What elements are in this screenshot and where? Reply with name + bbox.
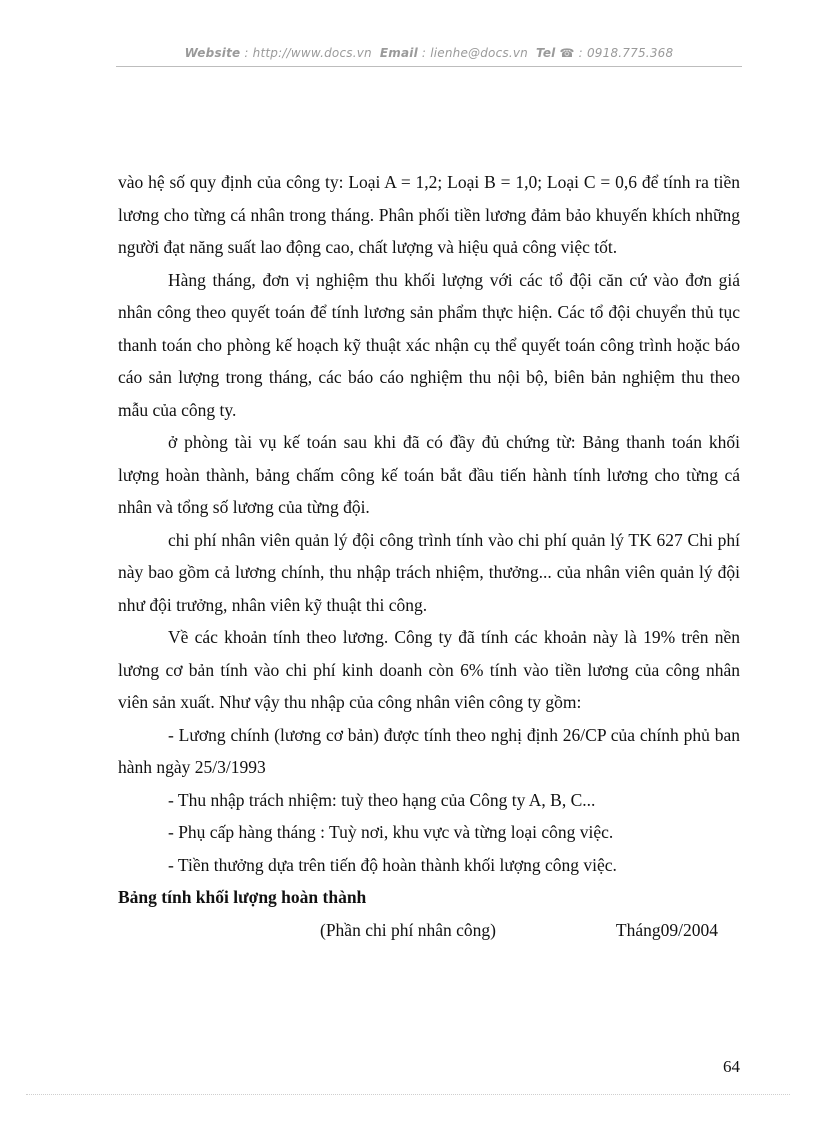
email-address: lienhe@docs.vn xyxy=(430,46,528,60)
tel-label: Tel xyxy=(536,46,556,60)
list-item: - Tiền thưởng dựa trên tiến độ hoàn thành khối lượng công việc. xyxy=(168,854,617,875)
website-label: Website xyxy=(184,46,241,60)
header-divider xyxy=(116,66,742,67)
paragraph: ở phòng tài vụ kế toán sau khi đã có đầy đủ chứng từ: Bảng thanh toán khối lượng hoàn thành, bảng chấm công kế toán bắt đầu tiến hành tính lương cho từng cá nhân và tổng số lương của từng đội. xyxy=(118,432,740,517)
page-header xyxy=(116,46,742,60)
document-body xyxy=(118,166,740,946)
footer-divider xyxy=(26,1094,790,1095)
table-title: Bảng tính khối lượng hoàn thành xyxy=(118,887,367,907)
phone-number: 0918.775.368 xyxy=(586,46,674,60)
header-separator: : xyxy=(240,46,253,60)
table-subtitle-row xyxy=(118,914,740,947)
list-item: - Thu nhập trách nhiệm: tuỳ theo hạng của Công ty A, B, C... xyxy=(168,789,596,810)
table-subtitle: (Phần chi phí nhân công) xyxy=(320,919,496,940)
paragraph: Hàng tháng, đơn vị nghiệm thu khối lượng với các tổ đội căn cứ vào đơn giá nhân công theo quyết toán để tính lương sản phẩm thực hiện. Các tổ đội chuyển thủ tục thanh toán cho phòng kế hoạch kỹ thuật xác nhận cụ thể quyết toán công trình hoặc báo cáo sản lượng trong tháng, các báo cáo nghiệm thu nội bộ, biên bản nghiệm thu theo mẫu của công ty. xyxy=(118,269,740,420)
website-url: http://www.docs.vn xyxy=(252,46,372,60)
page-number: 64 xyxy=(723,1057,740,1076)
email-label: Email xyxy=(379,46,418,60)
header-separator: : xyxy=(574,46,587,60)
paragraph: vào hệ số quy định của công ty: Loại A = 1,2; Loại B = 1,0; Loại C = 0,6 để tính ra tiền lương cho từng cá nhân trong tháng. Phân phối tiền lương đảm bảo khuyến khích những người đạt năng suất lao động cao, chất lượng và hiệu quả công việc tốt. xyxy=(118,172,740,257)
header-separator: : xyxy=(417,46,431,60)
list-item: - Lương chính (lương cơ bản) được tính theo nghị định 26/CP của chính phủ ban hành ngày 25/3/1993 xyxy=(118,724,740,777)
phone-icon: ☎ xyxy=(559,46,575,60)
list-item: - Phụ cấp hàng tháng : Tuỳ nơi, khu vực và từng loại công việc. xyxy=(168,822,614,842)
paragraph: Về các khoản tính theo lương. Công ty đã tính các khoản này là 19% trên nền lương cơ bản tính vào chi phí kinh doanh còn 6% tính vào tiền lương của công nhân viên sản xuất. Như vậy thu nhập của công nhân viên công ty gồm: xyxy=(118,627,740,712)
paragraph: chi phí nhân viên quản lý đội công trình tính vào chi phí quản lý TK 627 Chi phí này bao gồm cả lương chính, thu nhập trách nhiệm, thưởng... của nhân viên quản lý đội như đội trưởng, nhân viên kỹ thuật thi công. xyxy=(118,529,740,615)
table-month: Tháng09/2004 xyxy=(615,919,718,940)
